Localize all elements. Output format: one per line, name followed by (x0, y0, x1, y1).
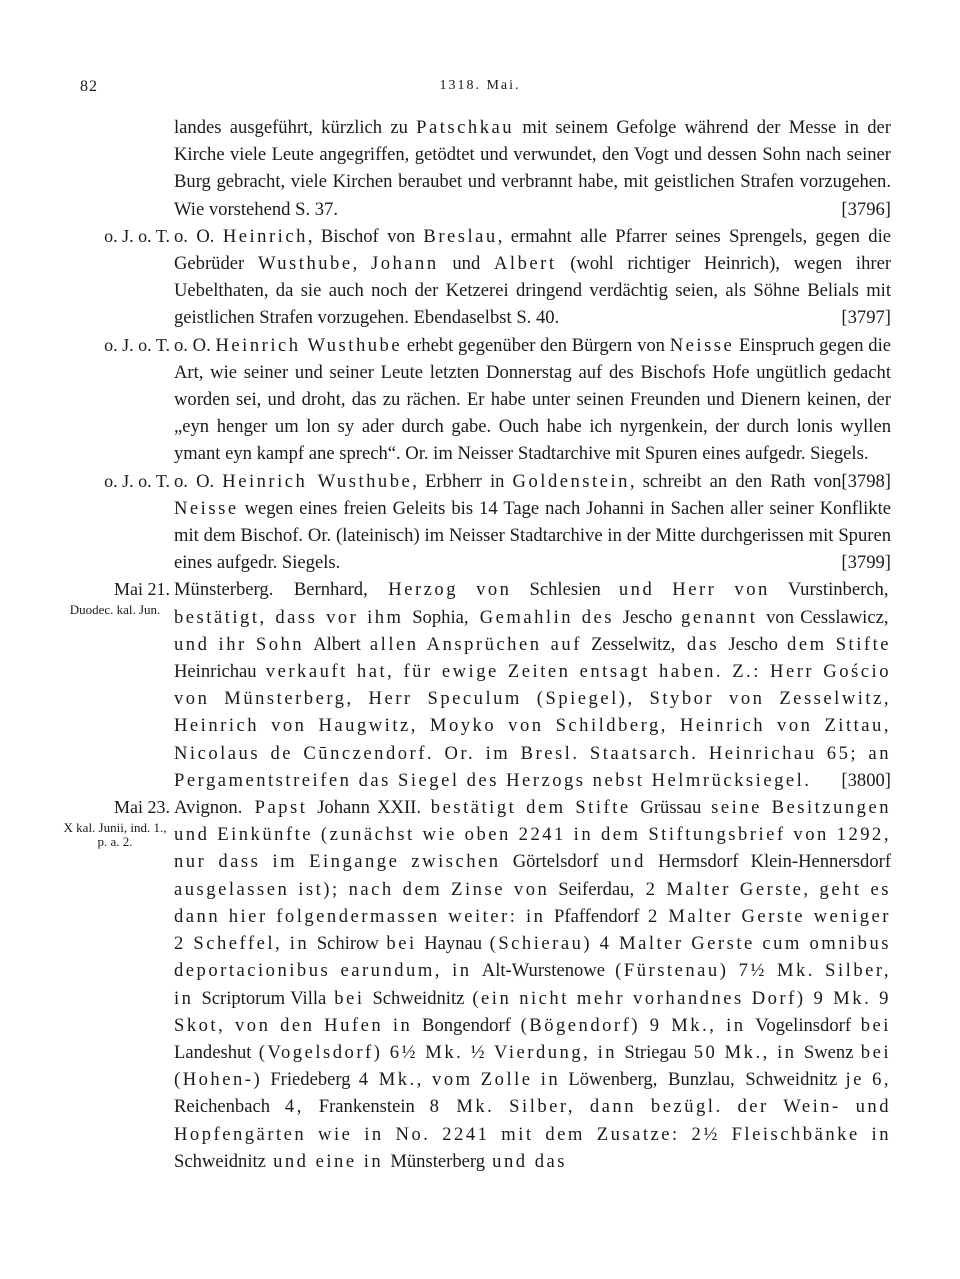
text-run: und (438, 253, 494, 275)
margin-date-text: o. J. o. T. (104, 470, 170, 491)
text-run: Schweidnitz (372, 987, 465, 1009)
name-spaced: Neisse (669, 334, 735, 356)
text-run: Jescho (622, 606, 673, 628)
margin-date-text: Mai 21. (114, 579, 170, 600)
text-run: Hermsdorf (657, 851, 739, 873)
name-spaced: Wusthube (257, 253, 353, 275)
text-run: Heinrichau (174, 661, 257, 683)
name-spaced: bei (326, 987, 373, 1009)
entry-text (174, 114, 891, 223)
text-run: Klein-Hennersdorf (750, 851, 892, 873)
entry-3800 (0, 576, 960, 794)
text-run: Löwenberg (568, 1069, 653, 1091)
name-spaced: Neisse (174, 497, 239, 519)
text-run: o. O. (174, 225, 223, 247)
name-spaced: und eine in (265, 1150, 391, 1172)
name-spaced: verkauft hat, für ewige Zeiten entsagt haben. Z.: Herr Gościo von Münsterberg, Herr Speculum (Spiegel), Stybor von Zesselwitz, Heinrich von Haugwitz, Moyko von Schildberg, Heinrich von Zittau, Nicolaus de Cūnczendorf. Or. im Bresl. Staatsarch. Heinrichau 65; an Pergamentstreifen das Siegel des Herzogs nebst Helmrücksiegel. (174, 661, 891, 791)
text-run: Striegau (624, 1041, 687, 1063)
name-spaced: . (268, 579, 294, 601)
name-spaced: 4 Mk., vom Zolle in (350, 1069, 569, 1091)
name-spaced: Albert (494, 253, 557, 275)
name-spaced: . Papst (237, 797, 318, 819)
text-run: Münsterberg (390, 1150, 486, 1172)
text-run: (wohl richtiger Heinrich), wegen ihrer Uebelthaten, da sie auch noch der Ketzerei dringend verdächtig seien, als Söhne Belials mit geistlichen Strafen vorzugehen. Ebendaselbst S. 40. (174, 253, 892, 329)
text-run: mit seinem Gefolge während der Messe in der Kirche viele Leute angegriffen, getödtet und verwundet, den Vogt und dessen Sohn nach seiner Burg gebracht, viele Kirchen beraubet und verbrannt habe, mit geistlichen Strafen vorzugehen. Wie vorstehend S. 37. (174, 117, 891, 220)
name-spaced: 8 Mk. Silber, dann bezügl. der Wein- und Hopfengärten wie in No. 2241 mit dem Zusatze: 2½ Fleischbänke in (174, 1096, 891, 1145)
text-run: Schweidnitz (174, 1150, 266, 1172)
name-spaced: Johann (370, 253, 439, 275)
name-spaced: bei (378, 933, 425, 955)
margin-roman-date: Duodec. kal. Jun. (69, 602, 161, 618)
text-run: Bongendorf (422, 1014, 511, 1036)
text-run: Schlesien (529, 579, 601, 601)
text-run: Landeshut (174, 1041, 252, 1063)
text-run: Grüssau (640, 797, 702, 819)
text-run: Bunzlau (668, 1069, 731, 1091)
name-spaced: Heinrich Wusthube (222, 470, 413, 492)
document-body (0, 114, 960, 1175)
text-run: , ermahnt alle Pfarrer seines Sprengels, gegen die Gebrüder (174, 225, 892, 275)
text-run: Einspruch gegen die Art, wie seiner und seiner Leute letzten Donnerstag auf des Bischofs Hofe ungütlich gedacht worden sei, und droht, das zu rächen. Er habe unter seinen Freunden und Dienern keinen, der „eyn henger um lon sy ader durch gabe. Ouch habe ich nyrgenkein, der durch lonis wyllen ymant eyn kampf ane sprech“. Or. im Neisser Stadtarchive mit Spuren eines aufgedr. Siegels. (174, 334, 891, 465)
text-run: Jescho (728, 633, 778, 655)
text-run: Schirow (316, 933, 379, 955)
margin-date (60, 468, 170, 495)
regest-number: [3797] (841, 307, 891, 329)
text-run: Friedeberg (270, 1069, 351, 1091)
text-run: Alt-Wurstenowe (481, 960, 605, 982)
name-spaced: , Herzog von (363, 579, 530, 601)
text-run: , schreibt an den Rath von (629, 470, 842, 492)
entry-text (174, 576, 891, 794)
text-run: Bernhard (293, 579, 364, 601)
text-run: Scriptorum Villa (201, 987, 327, 1009)
text-run: Johann XXII. (317, 797, 422, 819)
name-spaced: Heinrich Wusthube (215, 334, 403, 356)
text-run: Münsterberg (174, 579, 269, 601)
name-spaced: (Bögendorf) 9 Mk., in (510, 1014, 756, 1036)
entry-3797 (0, 223, 960, 332)
margin-date (60, 332, 170, 359)
margin-date-text: o. J. o. T. (104, 225, 170, 246)
name-spaced: bei (851, 1014, 891, 1036)
regest-number: [3799] (841, 552, 891, 574)
margin-date (60, 794, 170, 849)
name-spaced: bestätigt dem Stifte (421, 797, 641, 819)
name-spaced: , Gemahlin des (463, 606, 623, 628)
running-title: 1318. Mai. (439, 78, 521, 93)
margin-date-text: Mai 23. (114, 797, 170, 818)
text-run: Reichenbach (174, 1096, 271, 1118)
name-spaced: bei (Hohen-) (174, 1041, 891, 1091)
name-spaced: (Vogelsdorf) 6½ Mk. ½ Vierdung, in (251, 1041, 625, 1063)
name-spaced: (Schierau) 4 Malter Gerste cum omnibus deportacionibus earundum, in (174, 933, 892, 982)
text-run: wegen eines freien Geleits bis 14 Tage nach Johanni in Sachen aller seiner Konflikte mit dem Bischof. Or. (lateinisch) im Neisser Stadtarchive in der Mitte durchgerissen mit Spuren eines aufgedr. Siegels. (174, 497, 891, 574)
text-run: , Bischof von (307, 225, 424, 247)
text-run: Görtelsdorf (512, 851, 599, 873)
regest-number: [3798] (841, 470, 891, 492)
page-number: 82 (80, 78, 98, 95)
name-spaced: und (598, 851, 658, 873)
text-run: erhebt gegenüber den Bürgern von (402, 334, 670, 356)
name-spaced: Goldenstein (512, 470, 630, 492)
name-spaced: genannt (672, 606, 767, 628)
regest-number: [3800] (841, 769, 891, 791)
name-spaced: 4, (270, 1096, 319, 1118)
name-spaced: , (730, 1069, 746, 1091)
regest-number: [3796] (841, 198, 891, 220)
name-spaced: seine Besitzungen und Einkünfte (zunächst wie oben 2241 in dem Stiftungsbrief von 1292, nur dass im Eingange zwischen (174, 797, 892, 873)
text-run: Frankenstein (318, 1096, 415, 1118)
name-spaced: Patschkau (416, 117, 515, 138)
entry-3799 (0, 468, 960, 577)
text-run: Pfaffendorf (554, 905, 640, 927)
text-run: Albert (313, 633, 361, 655)
name-spaced: 50 Mk., in (686, 1041, 804, 1063)
text-run: o. O. (174, 470, 223, 492)
name-spaced: allen Ansprüchen auf (360, 633, 592, 655)
name-spaced: je 6, (837, 1069, 892, 1091)
text-run: Avignon (174, 797, 238, 819)
name-spaced: , (652, 1069, 669, 1091)
name-spaced: , das (670, 633, 729, 655)
margin-date (60, 223, 170, 250)
name-spaced: , bestätigt, dass vor ihm (174, 579, 891, 628)
entry-text (174, 223, 891, 332)
name-spaced: und das (485, 1150, 568, 1172)
name-spaced: ausgelassen ist); nach dem Zinse von (174, 878, 559, 900)
text-run: Seiferdau (558, 878, 630, 900)
entry-3801 (0, 794, 960, 1175)
text-run: landes ausgeführt, kürzlich zu (174, 117, 417, 138)
name-spaced: (Fürstenau) 7½ Mk. Silber, in (174, 960, 891, 1009)
text-run: Haynau (424, 933, 483, 955)
text-run: Swenz (803, 1041, 854, 1063)
text-run: o. O. (174, 334, 216, 356)
name-spaced: 2 Malter Gerste weniger 2 Scheffel, in (174, 905, 892, 955)
name-spaced (739, 851, 751, 872)
name-spaced: und Herr von (600, 579, 788, 601)
name-spaced: dem Stifte (777, 633, 892, 655)
name-spaced: (ein nicht mehr vorhandnes Dorf) 9 Mk. 9 Skot, von den Hufen in (174, 987, 891, 1036)
margin-date-text: o. J. o. T. (104, 334, 170, 355)
margin-roman-date: X kal. Junii, ind. 1., p. a. 2. (63, 820, 167, 850)
text-run: Vurstinberch (787, 579, 884, 601)
name-spaced: , 2 Malter Gerste, geht es dann hier folgendermassen weiter: in (174, 878, 891, 927)
margin-date (60, 576, 170, 617)
name-spaced: , und ihr Sohn (174, 606, 892, 655)
text-run: , (352, 253, 371, 275)
text-run: Zesselwitz (591, 633, 671, 655)
text-run: Schweidnitz (745, 1069, 838, 1091)
entry-text (174, 794, 891, 1175)
text-run: Vogelinsdorf (755, 1014, 852, 1036)
name-spaced: Breslau (423, 225, 498, 247)
text-run: Sophia (412, 606, 464, 628)
text-run: von Cesslawicz (766, 606, 884, 628)
name-spaced: Heinrich (222, 225, 308, 247)
text-run: , Erbherr in (412, 470, 513, 492)
entry-text (174, 468, 891, 577)
entry-3796 (0, 114, 960, 223)
